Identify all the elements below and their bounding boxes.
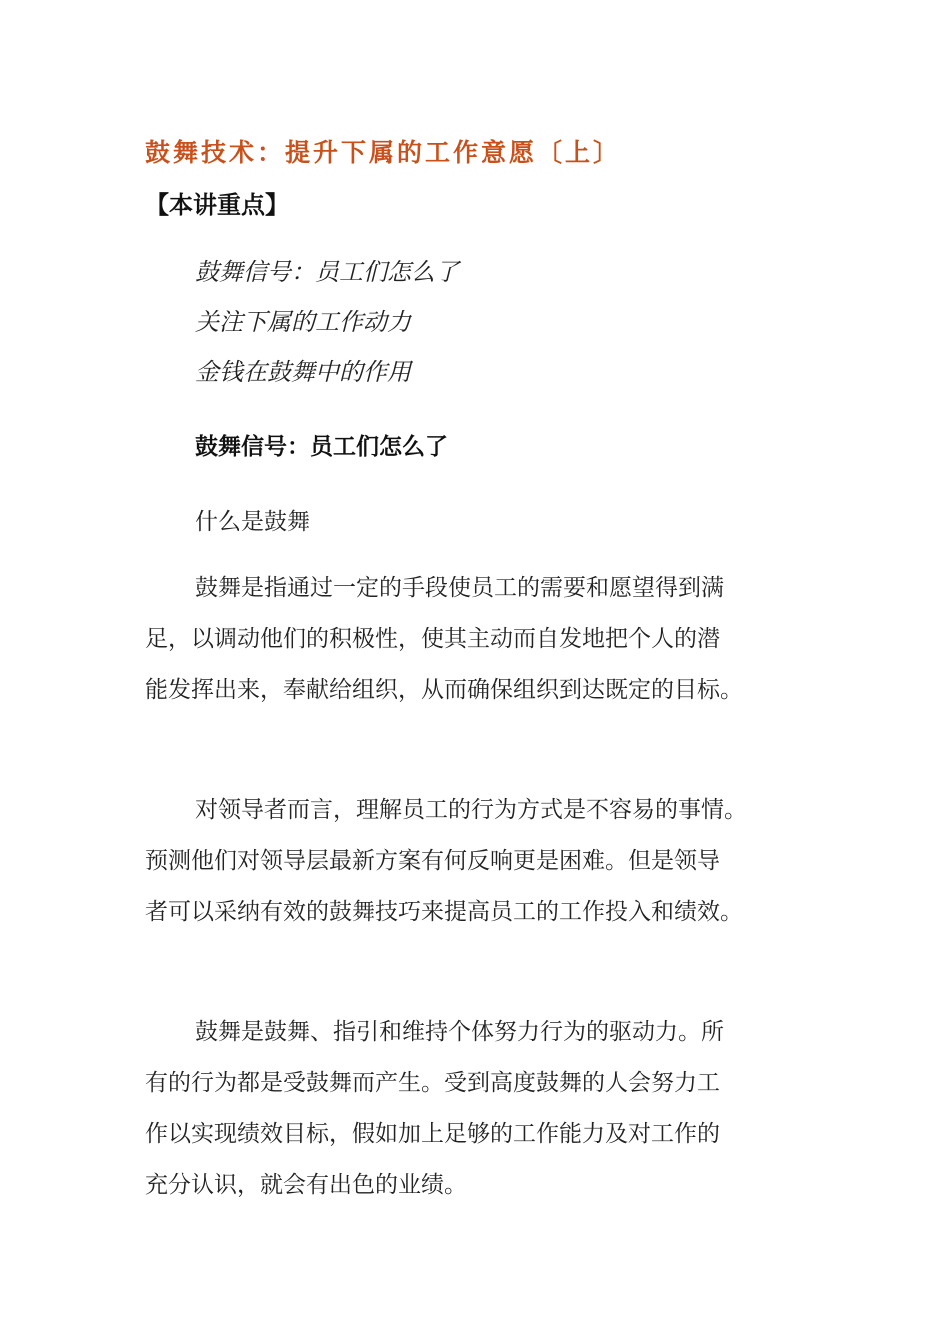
paragraph [145,563,805,716]
key-points-list [195,256,459,406]
key-point-item: 鼓舞信号：员工们怎么了 [195,258,459,286]
paragraph-line: 鼓舞是指通过一定的手段使员工的需要和愿望得到满 [195,575,724,601]
key-points-heading: 【本讲重点】 [145,191,289,219]
paragraph-line: 能发挥出来，奉献给组织，从而确保组织到达既定的目标。 [145,677,743,703]
paragraph-line: 作以实现绩效目标，假如加上足够的工作能力及对工作的 [145,1121,720,1147]
paragraph [145,1007,805,1211]
paragraph-line: 预测他们对领导层最新方案有何反响更是困难。但是领导 [145,848,720,874]
paragraph-line: 足，以调动他们的积极性，使其主动而自发地把个人的潜 [145,626,720,652]
paragraph-line: 者可以采纳有效的鼓舞技巧来提高员工的工作投入和绩效。 [145,899,743,925]
section-heading: 鼓舞信号：员工们怎么了 [195,434,448,460]
paragraph-line: 充分认识，就会有出色的业绩。 [145,1172,467,1198]
paragraph-line: 鼓舞是鼓舞、指引和维持个体努力行为的驱动力。所 [195,1019,724,1045]
key-point-item: 关注下属的工作动力 [195,308,411,336]
key-point-item: 金钱在鼓舞中的作用 [195,358,411,386]
paragraph-line: 有的行为都是受鼓舞而产生。受到高度鼓舞的人会努力工 [145,1070,720,1096]
paragraph [145,785,805,938]
paragraph-line: 对领导者而言，理解员工的行为方式是不容易的事情。 [195,797,747,823]
subheading: 什么是鼓舞 [195,509,310,535]
document-title: 鼓舞技术：提升下属的工作意愿〔上〕 [145,138,622,167]
